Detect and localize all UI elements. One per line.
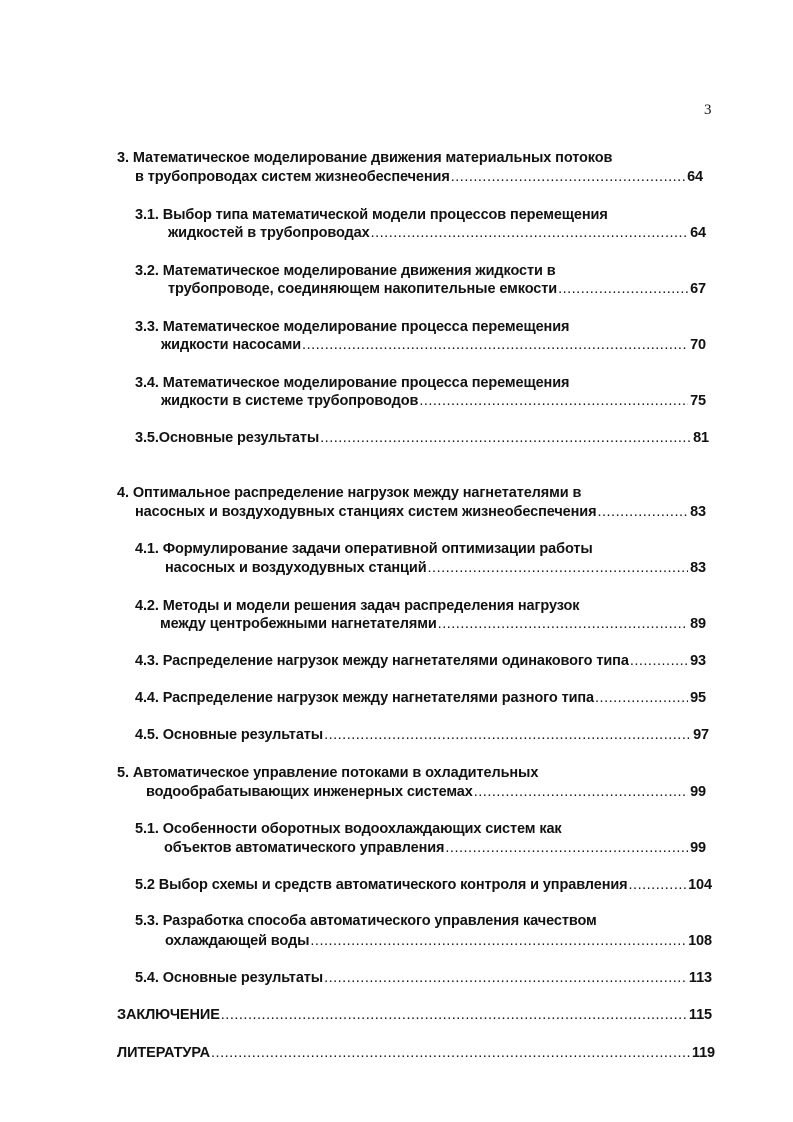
toc-page-number: 83: [690, 504, 706, 520]
toc-page-number: 95: [690, 690, 706, 706]
toc-entry-title-line2: охлаждающей воды: [165, 933, 310, 949]
dot-leader: [595, 688, 688, 708]
toc-page-number: 64: [690, 225, 706, 241]
toc-page-number: 83: [690, 560, 706, 576]
dot-leader: [324, 968, 687, 988]
dot-leader: [597, 502, 688, 522]
dot-leader: [211, 1043, 690, 1063]
toc-page-number: 113: [688, 970, 712, 986]
toc-page-number: 64: [687, 169, 703, 185]
toc-page-number: 75: [690, 393, 706, 409]
toc-entry-title-line1: 4.1. Формулирование задачи оперативной оптимизации работы: [135, 541, 593, 557]
toc-entry-title-line2: 4.4. Распределение нагрузок между нагнетателями разного типа: [135, 690, 595, 706]
toc-entry-title-line2: 4.3. Распределение нагрузок между нагнетателями одинакового типа: [135, 653, 629, 669]
toc-page-number: 93: [690, 653, 706, 669]
dot-leader: [474, 782, 688, 802]
toc-page-number: 115: [688, 1007, 712, 1023]
toc-entry-title-line2: жидкости насосами: [161, 337, 302, 353]
toc-entry-title-line1: 5. Автоматическое управление потоками в охладительных: [117, 765, 539, 781]
toc-entry-title-line1: 3. Математическое моделирование движения материальных потоков: [117, 150, 613, 166]
toc-entry-title-line1: 3.2. Математическое моделирование движения жидкости в: [135, 263, 556, 279]
toc-entry-title-line1: 4.2. Методы и модели решения задач распределения нагрузок: [135, 598, 580, 614]
dot-leader: [320, 428, 691, 448]
toc-page-number: 81: [693, 430, 709, 446]
dot-leader: [438, 614, 688, 634]
toc-entry-title-line2: насосных и воздуходувных станциях систем жизнеобеспечения: [135, 504, 597, 520]
toc-entry-title-line1: 5.3. Разработка способа автоматического управления качеством: [135, 913, 597, 929]
toc-page-number: 108: [688, 933, 712, 949]
dot-leader: [558, 279, 688, 299]
dot-leader: [629, 875, 687, 895]
page-number: 3: [704, 102, 712, 118]
dot-leader: [419, 391, 688, 411]
toc-page-number: 70: [690, 337, 706, 353]
dot-leader: [221, 1005, 687, 1025]
toc-entry-title-line2: 5.2 Выбор схемы и средств автоматического контроля и управления: [135, 877, 628, 893]
toc-page-number: 67: [690, 281, 706, 297]
toc-page-number: 99: [690, 784, 706, 800]
toc-entry-title-line1: 3.1. Выбор типа математической модели процессов перемещения: [135, 207, 608, 223]
toc-page-number: 104: [688, 877, 712, 893]
toc-entry-title-line1: 3.4. Математическое моделирование процесса перемещения: [135, 375, 570, 391]
toc-entry-title-line2: 4.5. Основные результаты: [135, 727, 324, 743]
toc-page-number: 97: [693, 727, 709, 743]
toc-page-number: 99: [690, 840, 706, 856]
dot-leader: [428, 558, 689, 578]
toc-entry-title-line2: в трубопроводах систем жизнеобеспечения: [135, 169, 450, 185]
toc-entry-title-line2: ЗАКЛЮЧЕНИЕ: [117, 1007, 220, 1023]
toc-entry-title-line1: 4. Оптимальное распределение нагрузок между нагнетателями в: [117, 485, 582, 501]
toc-entry-title-line2: 3.5.Основные результаты: [135, 430, 320, 446]
dot-leader: [310, 931, 686, 951]
toc-entry-title-line2: жидкости в системе трубопроводов: [161, 393, 419, 409]
dot-leader: [445, 838, 688, 858]
toc-entry-title-line2: жидкостей в трубопроводах: [168, 225, 370, 241]
toc-page-number: 119: [691, 1045, 715, 1061]
toc-entry-title-line2: насосных и воздуходувных станций: [165, 560, 427, 576]
dot-leader: [371, 223, 688, 243]
toc-entry-title-line2: трубопроводе, соединяющем накопительные емкости: [168, 281, 558, 297]
toc-entry-title-line1: 5.1. Особенности оборотных водоохлаждающих систем как: [135, 821, 562, 837]
dot-leader: [302, 335, 688, 355]
dot-leader: [630, 651, 688, 671]
toc-entry-title-line2: между центробежными нагнетателями: [160, 616, 437, 632]
toc-entry-title-line2: объектов автоматического управления: [164, 840, 445, 856]
toc-page-number: 89: [690, 616, 706, 632]
dot-leader: [324, 725, 691, 745]
toc-entry-title-line2: водообрабатывающих инженерных системах: [146, 784, 473, 800]
toc-entry-title-line2: ЛИТЕРАТУРА: [117, 1045, 211, 1061]
dot-leader: [451, 167, 685, 187]
toc-entry-title-line2: 5.4. Основные результаты: [135, 970, 324, 986]
toc-entry-title-line1: 3.3. Математическое моделирование процесса перемещения: [135, 319, 570, 335]
